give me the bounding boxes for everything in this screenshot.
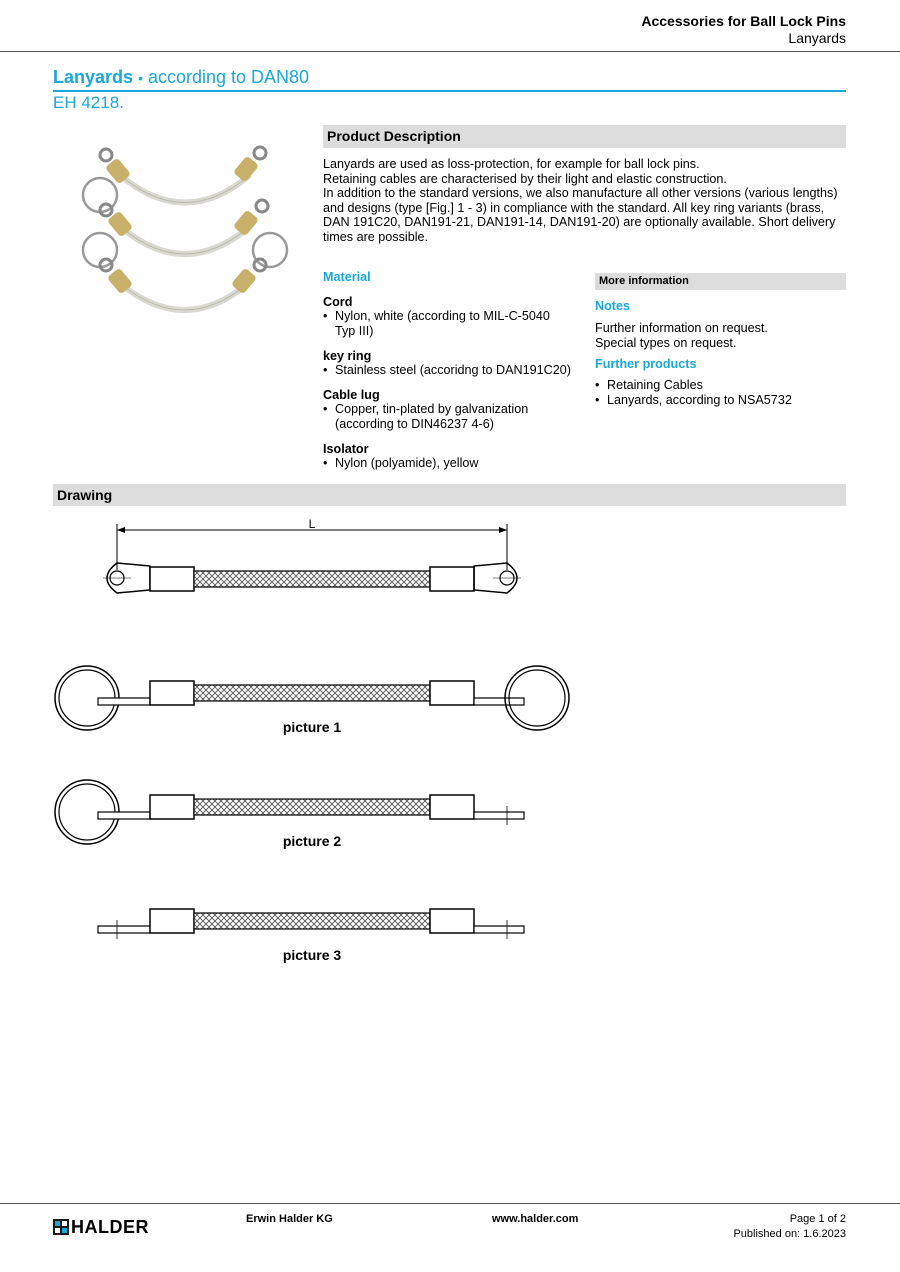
footer-page-number: Page 1 of 2 bbox=[789, 1213, 846, 1225]
header-divider bbox=[0, 51, 900, 52]
more-info-heading: More information bbox=[595, 273, 846, 290]
note-line: Special types on request. bbox=[595, 335, 737, 350]
halder-logo bbox=[53, 1217, 149, 1237]
drawing-picture-3 bbox=[98, 909, 524, 963]
title-suffix: according to DAN80 bbox=[147, 67, 310, 87]
title-underline bbox=[53, 90, 846, 92]
header-subcategory: Lanyards bbox=[788, 30, 846, 46]
material-label: Isolator bbox=[323, 442, 369, 456]
dimension-label: L bbox=[308, 517, 316, 531]
drawing-heading: Drawing bbox=[53, 484, 846, 506]
technical-drawing bbox=[50, 510, 590, 980]
material-label: key ring bbox=[323, 349, 372, 363]
drawing-dimensioned-lanyard bbox=[103, 517, 521, 593]
material-cord bbox=[323, 295, 573, 338]
material-item: • Nylon (polyamide), yellow bbox=[323, 456, 573, 471]
product-description-text bbox=[323, 157, 846, 245]
footer-website[interactable]: www.halder.com bbox=[492, 1213, 579, 1225]
further-product-link[interactable]: • Retaining Cables bbox=[595, 378, 792, 393]
material-item: • Nylon, white (according to MIL-C-5040 Typ III) bbox=[323, 309, 573, 338]
material-cable-lug bbox=[323, 388, 573, 431]
description-line: In addition to the standard versions, we also manufacture all other versions (various lengths) and designs (type [Fig.] 1 - 3) in compliance with the standard. All key ring variants (brass, DAN 191C20, DAN191-21, DAN191-14, DAN191-20) are optionally available. Short delivery times are possible. bbox=[323, 186, 838, 244]
picture-caption: picture 2 bbox=[282, 833, 342, 849]
picture-caption: picture 3 bbox=[282, 947, 342, 963]
note-line: Further information on request. bbox=[595, 321, 768, 335]
material-key-ring bbox=[323, 349, 573, 378]
lanyard-photo-3 bbox=[83, 233, 287, 310]
notes-heading: Notes bbox=[595, 299, 630, 313]
footer-company: Erwin Halder KG bbox=[246, 1213, 333, 1225]
halder-logo-icon bbox=[53, 1219, 69, 1235]
lanyard-photo-2 bbox=[83, 178, 268, 254]
further-product-link[interactable]: • Lanyards, according to NSA5732 bbox=[595, 393, 792, 408]
material-heading: Material bbox=[323, 270, 371, 284]
title-main: Lanyards bbox=[53, 67, 134, 87]
header-category: Accessories for Ball Lock Pins bbox=[641, 13, 846, 29]
drawing-picture-1 bbox=[55, 666, 569, 735]
material-item: • Stainless steel (accoridng to DAN191C20) bbox=[323, 363, 573, 378]
product-code: EH 4218. bbox=[53, 93, 124, 112]
product-image bbox=[70, 140, 300, 325]
page-title bbox=[53, 67, 309, 88]
lanyard-photo-1 bbox=[100, 147, 266, 203]
description-line: Retaining cables are characterised by their light and elastic construction. bbox=[323, 171, 727, 186]
material-label: Cord bbox=[323, 295, 353, 309]
further-products-heading: Further products bbox=[595, 357, 697, 371]
drawing-picture-2 bbox=[55, 780, 524, 849]
footer-published: Published on: 1.6.2023 bbox=[733, 1228, 846, 1240]
material-item: • Copper, tin-plated by galvanization (according to DIN46237 4-6) bbox=[323, 402, 573, 431]
further-products-list bbox=[595, 378, 792, 407]
halder-logo-text: HALDER bbox=[71, 1216, 149, 1237]
title-separator: • bbox=[138, 70, 143, 86]
picture-caption: picture 1 bbox=[282, 719, 342, 735]
notes-text bbox=[595, 321, 768, 350]
material-isolator bbox=[323, 442, 573, 471]
description-line: Lanyards are used as loss-protection, for example for ball lock pins. bbox=[323, 157, 700, 171]
product-description-heading: Product Description bbox=[323, 125, 846, 148]
material-label: Cable lug bbox=[323, 388, 380, 402]
footer-divider bbox=[0, 1203, 900, 1204]
